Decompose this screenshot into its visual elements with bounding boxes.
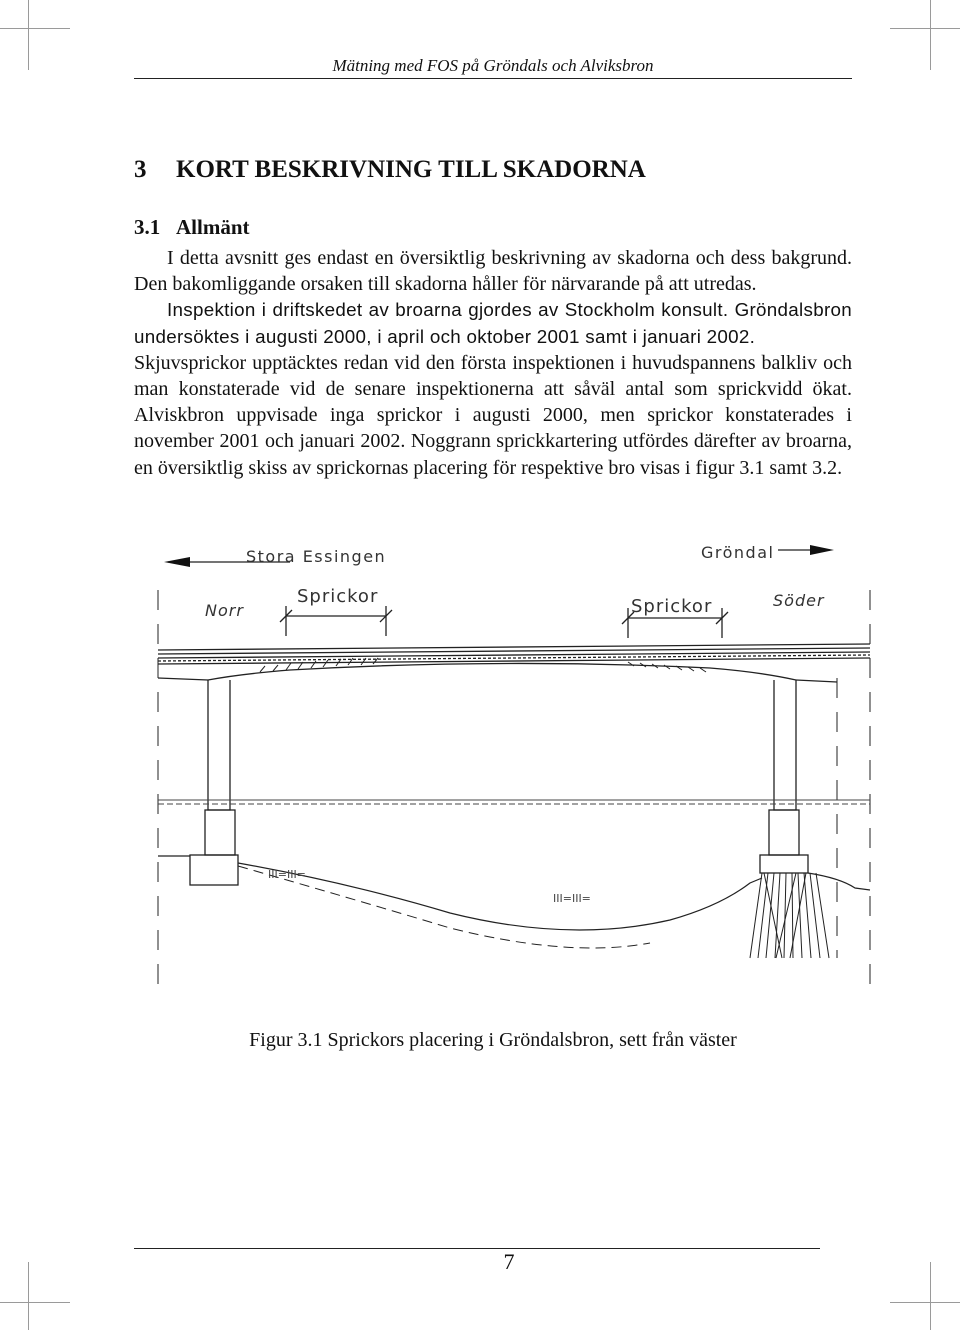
section-title: KORT BESKRIVNING TILL SKADORNA [176,156,646,183]
water-mark: III=III= [553,892,591,905]
subsection-number: 3.1 [134,215,161,239]
pile-group [750,873,829,958]
paragraph: Inspektion i driftskedet av broarna gjordes av Stockholm konsult. Gröndalsbron undersöktes i augusti 2000, i april och oktober 2001 samt i januari 2002. [134,299,852,347]
girder-soffit [208,663,796,680]
label-grondal: Gröndal [701,543,775,562]
bridge-elevation-figure [150,538,880,1008]
pier-right [760,680,808,873]
crop-mark [930,1262,931,1330]
figure-caption: Figur 3.1 Sprickors placering i Gröndalsbron, sett från väster [249,1029,737,1051]
header-rule [134,78,852,79]
arrow-left-icon [164,557,190,567]
paragraph: I detta avsnitt ges endast en översiktlig beskrivning av skadorna och dess bakgrund. Den bakomliggande orsaken till skadorna håller för närvarande på att utredas. [134,247,852,296]
subsection-title: Allmänt [176,215,250,239]
crop-mark [28,0,29,70]
crop-mark [890,28,960,29]
crack-extent-left [280,606,392,636]
crop-mark [0,28,70,29]
label-sprickor-right: Sprickor [631,596,713,617]
paragraph: Skjuvsprickor upptäcktes redan vid den första inspektionen i huvudspannens balkliv och man konstaterade vid de senare inspektionerna att såväl antal som sprickvidd ökat. Alviskbron uppvisade inga sprickor i augusti 2000, men sprickor konstaterades i november 2001 och januari 2002. Noggrann sprickkartering utfördes därefter av broarna, en översiktlig skiss av sprickornas placering för respektive bro visas i figur 3.1 samt 3.2. [134,351,852,479]
ground-profile [158,856,870,930]
crop-mark [890,1302,960,1303]
subsection-heading [134,215,250,240]
section-number: 3 [134,156,147,183]
label-norr: Norr [205,601,244,620]
body-text [134,245,852,481]
arrow-right-icon [810,545,834,555]
crop-mark [930,0,931,70]
pier-left [190,680,238,885]
page-number: 7 [503,1249,515,1274]
section-heading [134,156,646,184]
water-level [158,800,870,804]
water-mark: III=III= [268,868,306,881]
running-header: Mätning med FOS på Gröndals och Alviksbron [332,56,654,75]
crop-mark [0,1302,70,1303]
label-soder: Söder [773,591,825,610]
crop-mark [28,1262,29,1330]
label-stora-essingen: Stora Essingen [246,547,387,566]
label-sprickor-left: Sprickor [297,586,379,607]
